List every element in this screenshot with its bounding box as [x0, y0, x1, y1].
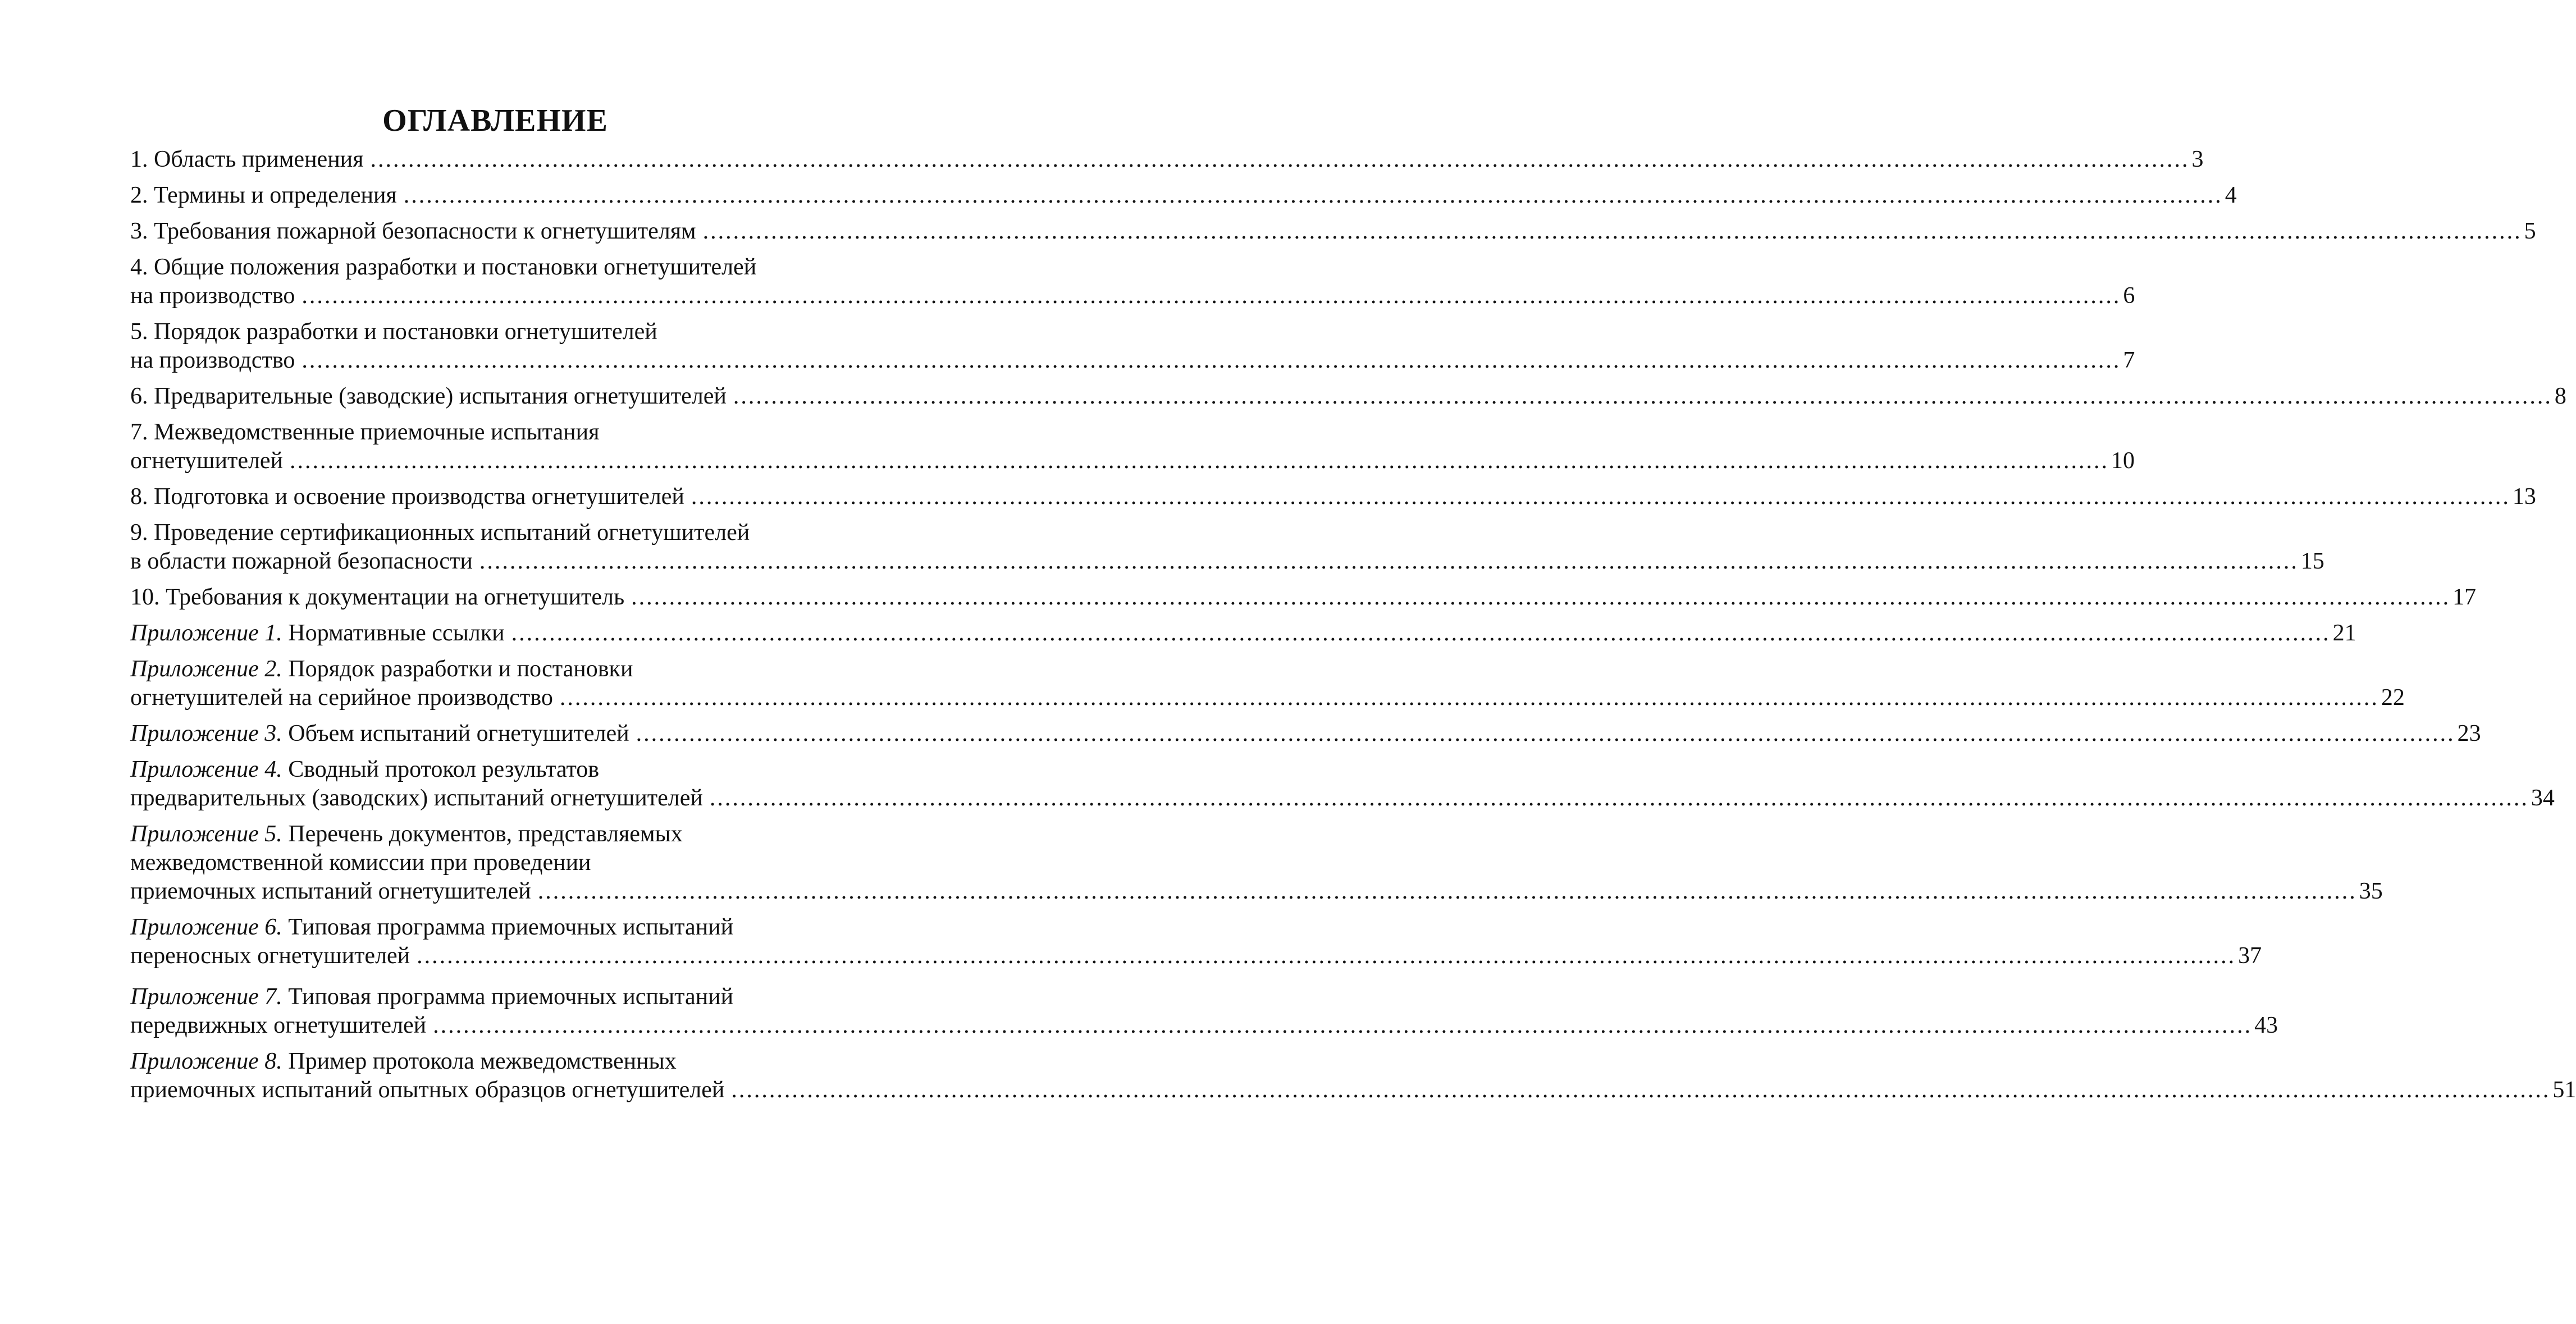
dot-leader: ................................................................................................................................................................................................................................................ — [417, 943, 2236, 969]
toc-entry-line — [130, 217, 2536, 246]
toc-entry-title: 7. Межведомственные приемочные испытания — [130, 419, 600, 445]
toc-entry-text — [130, 419, 599, 445]
toc-entry-title: Пример протокола межведомственных — [282, 1048, 677, 1074]
dot-leader: ................................................................................................................................................................................................................................................ — [403, 182, 2223, 208]
toc-entry-title: 5. Порядок разработки и постановки огнетушителей — [130, 319, 657, 345]
toc-entry-line — [130, 619, 2356, 648]
toc-entry-title: 8. Подготовка и освоение производства огнетушителей — [130, 484, 684, 510]
toc-entry-title: Сводный протокол результатов — [282, 757, 600, 782]
toc-entry-line — [130, 913, 860, 942]
toc-entry-title: 2. Термины и определения — [130, 182, 397, 208]
toc-entry[interactable] — [130, 619, 2356, 648]
toc-entry-title: приемочных испытаний опытных образцов огнетушителей — [130, 1077, 725, 1103]
toc-entry-title: Типовая программа приемочных испытаний — [282, 984, 734, 1010]
toc-entry-text — [130, 914, 733, 940]
toc-entry-text — [130, 942, 410, 970]
page-number: 7 — [2123, 347, 2135, 373]
toc-entry-text — [130, 1011, 426, 1040]
toc-entry-title: 3. Требования пожарной безопасности к огнетушителям — [130, 218, 696, 244]
toc-entry-text — [130, 319, 657, 345]
page-number: 17 — [2452, 584, 2477, 610]
toc-entry[interactable] — [130, 382, 2566, 411]
toc-entry-text — [130, 784, 703, 813]
toc-entry-text — [130, 520, 750, 546]
dot-leader: ................................................................................................................................................................................................................................................ — [709, 785, 2529, 811]
toc-entry-title: Нормативные ссылки — [282, 620, 505, 646]
toc-entry-line — [130, 447, 2135, 475]
toc-list — [130, 145, 2576, 1105]
toc-entry-line — [130, 181, 2237, 210]
toc-entry-title: Перечень документов, представляемых — [282, 821, 683, 847]
toc-entry[interactable] — [130, 145, 2204, 174]
toc-entry-title: 6. Предварительные (заводские) испытания огнетушителей — [130, 383, 727, 409]
page-number: 43 — [2254, 1013, 2278, 1038]
toc-entry[interactable] — [130, 418, 2135, 475]
page-number: 23 — [2457, 721, 2481, 746]
toc-entry-text — [130, 382, 727, 411]
page-number: 21 — [2332, 620, 2356, 646]
toc-entry-line — [130, 820, 860, 849]
dot-leader: ................................................................................................................................................................................................................................................ — [290, 448, 2109, 474]
dot-leader: ................................................................................................................................................................................................................................................ — [302, 283, 2121, 309]
toc-entry-text — [130, 720, 629, 748]
toc-entry-text — [130, 145, 363, 174]
toc-entry-line — [130, 519, 860, 547]
appendix-label: Приложение 4. — [130, 757, 282, 782]
toc-entry-line — [130, 547, 2324, 576]
toc-entry-title: на производство — [130, 283, 295, 309]
toc-entry-title: 10. Требования к документации на огнетушитель — [130, 584, 625, 610]
toc-entry-title: передвижных огнетушителей — [130, 1013, 427, 1038]
dot-leader: ................................................................................................................................................................................................................................................ — [511, 620, 2331, 646]
toc-entry-title: 9. Проведение сертификационных испытаний огнетушителей — [130, 520, 750, 546]
toc-entry-line — [130, 382, 2566, 411]
dot-leader: ................................................................................................................................................................................................................................................ — [479, 548, 2299, 574]
page-number: 3 — [2191, 146, 2204, 172]
toc-entry-line — [130, 849, 860, 877]
toc-entry-line — [130, 418, 860, 447]
toc-entry-title: межведомственной комиссии при проведении — [130, 850, 591, 876]
toc-entry-text — [130, 447, 283, 475]
toc-entry[interactable] — [130, 583, 2477, 612]
toc-entry-title: огнетушителей — [130, 448, 284, 474]
toc-entry-text — [130, 656, 633, 682]
toc-entry-line — [130, 655, 860, 684]
dot-leader: ................................................................................................................................................................................................................................................ — [636, 721, 2455, 746]
dot-leader: ................................................................................................................................................................................................................................................ — [731, 1077, 2551, 1103]
toc-entry-line — [130, 1047, 860, 1076]
toc-entry[interactable] — [130, 483, 2536, 511]
toc-entry-title: в области пожарной безопасности — [130, 548, 473, 574]
dot-leader: ................................................................................................................................................................................................................................................ — [733, 383, 2552, 409]
toc-entry-line — [130, 145, 2204, 174]
toc-entry-title: переносных огнетушителей — [130, 943, 410, 969]
toc-entry-text — [130, 684, 553, 712]
toc-entry[interactable] — [130, 519, 2324, 576]
toc-entry-title: приемочных испытаний огнетушителей — [130, 878, 531, 904]
dot-leader: ................................................................................................................................................................................................................................................ — [559, 685, 2379, 711]
toc-entry-text — [130, 282, 295, 310]
page-number: 8 — [2554, 383, 2566, 409]
toc-entry-line — [130, 755, 860, 784]
toc-entry[interactable] — [130, 217, 2536, 246]
appendix-label: Приложение 5. — [130, 821, 282, 847]
appendix-label: Приложение 6. — [130, 914, 282, 940]
page-title: ОГЛАВЛЕНИЕ — [382, 103, 608, 138]
page-number: 22 — [2381, 685, 2405, 711]
toc-entry-line — [130, 583, 2477, 612]
toc-entry-line — [130, 1011, 2278, 1040]
page-number: 6 — [2123, 283, 2135, 309]
toc-entry[interactable] — [130, 820, 2383, 906]
page-number: 4 — [2225, 182, 2237, 208]
toc-entry-line — [130, 684, 2405, 712]
appendix-label: Приложение 8. — [130, 1048, 282, 1074]
appendix-label: Приложение 3. — [130, 721, 282, 746]
toc-entry-text — [130, 850, 591, 876]
toc-entry-text — [130, 346, 295, 375]
toc-entry-line — [130, 253, 860, 282]
toc-entry-text — [130, 821, 683, 847]
toc-entry[interactable] — [130, 755, 2555, 813]
toc-entry-line — [130, 318, 860, 346]
appendix-label: Приложение 1. — [130, 620, 282, 646]
dot-leader: ................................................................................................................................................................................................................................................ — [702, 218, 2522, 244]
toc-entry[interactable] — [130, 655, 2405, 712]
toc-entry[interactable] — [130, 720, 2481, 748]
toc-entry-text — [130, 757, 599, 782]
appendix-label: Приложение 7. — [130, 984, 282, 1010]
toc-entry-text — [130, 619, 505, 648]
toc-entry-text — [130, 1076, 724, 1105]
dot-leader: ................................................................................................................................................................................................................................................ — [302, 347, 2121, 373]
toc-entry-title: Типовая программа приемочных испытаний — [282, 914, 734, 940]
toc-entry[interactable] — [130, 913, 2262, 970]
page-number: 34 — [2531, 785, 2555, 811]
toc-entry-title: на производство — [130, 347, 295, 373]
toc-entry-title: Объем испытаний огнетушителей — [282, 721, 629, 746]
toc-entry-line — [130, 483, 2536, 511]
toc-entry[interactable] — [130, 983, 2278, 1040]
toc-entry-line — [130, 784, 2555, 813]
toc-entry-title: 1. Область применения — [130, 146, 364, 172]
table-of-contents-page — [130, 98, 2576, 1117]
toc-entry-text — [130, 181, 397, 210]
page-number: 5 — [2524, 218, 2536, 244]
page-number: 15 — [2300, 548, 2324, 574]
toc-entry-text — [130, 547, 473, 576]
page-number: 13 — [2512, 484, 2536, 510]
page-number: 10 — [2111, 448, 2135, 474]
dot-leader: ................................................................................................................................................................................................................................................ — [370, 146, 2190, 172]
toc-entry-text — [130, 583, 624, 612]
dot-leader: ................................................................................................................................................................................................................................................ — [691, 484, 2510, 510]
page-number: 35 — [2359, 878, 2383, 904]
dot-leader: ................................................................................................................................................................................................................................................ — [631, 584, 2451, 610]
toc-entry-title: огнетушителей на серийное производство — [130, 685, 553, 711]
toc-entry-text — [130, 1048, 677, 1074]
toc-entry-text — [130, 984, 733, 1010]
toc-entry-title: 4. Общие положения разработки и постановки огнетушителей — [130, 254, 757, 280]
toc-entry-title: предварительных (заводских) испытаний огнетушителей — [130, 785, 703, 811]
appendix-label: Приложение 2. — [130, 656, 282, 682]
toc-entry-line — [130, 1076, 2576, 1105]
toc-entry-title: Порядок разработки и постановки — [282, 656, 633, 682]
toc-entry-line — [130, 877, 2383, 906]
dot-leader: ................................................................................................................................................................................................................................................ — [537, 878, 2357, 904]
toc-entry-text — [130, 877, 531, 906]
toc-entry-text — [130, 254, 756, 280]
page-number: 51 — [2552, 1077, 2576, 1103]
toc-entry[interactable] — [130, 1047, 2576, 1105]
toc-entry[interactable] — [130, 318, 2135, 375]
dot-leader: ................................................................................................................................................................................................................................................ — [433, 1013, 2253, 1038]
toc-entry-line — [130, 346, 2135, 375]
page-number: 37 — [2238, 943, 2262, 969]
toc-entry-line — [130, 983, 860, 1011]
toc-entry-line — [130, 942, 2262, 970]
toc-entry-line — [130, 282, 2135, 310]
toc-entry[interactable] — [130, 253, 2135, 310]
toc-entry-line — [130, 720, 2481, 748]
toc-entry-text — [130, 217, 696, 246]
toc-entry-text — [130, 483, 684, 511]
toc-entry[interactable] — [130, 181, 2237, 210]
